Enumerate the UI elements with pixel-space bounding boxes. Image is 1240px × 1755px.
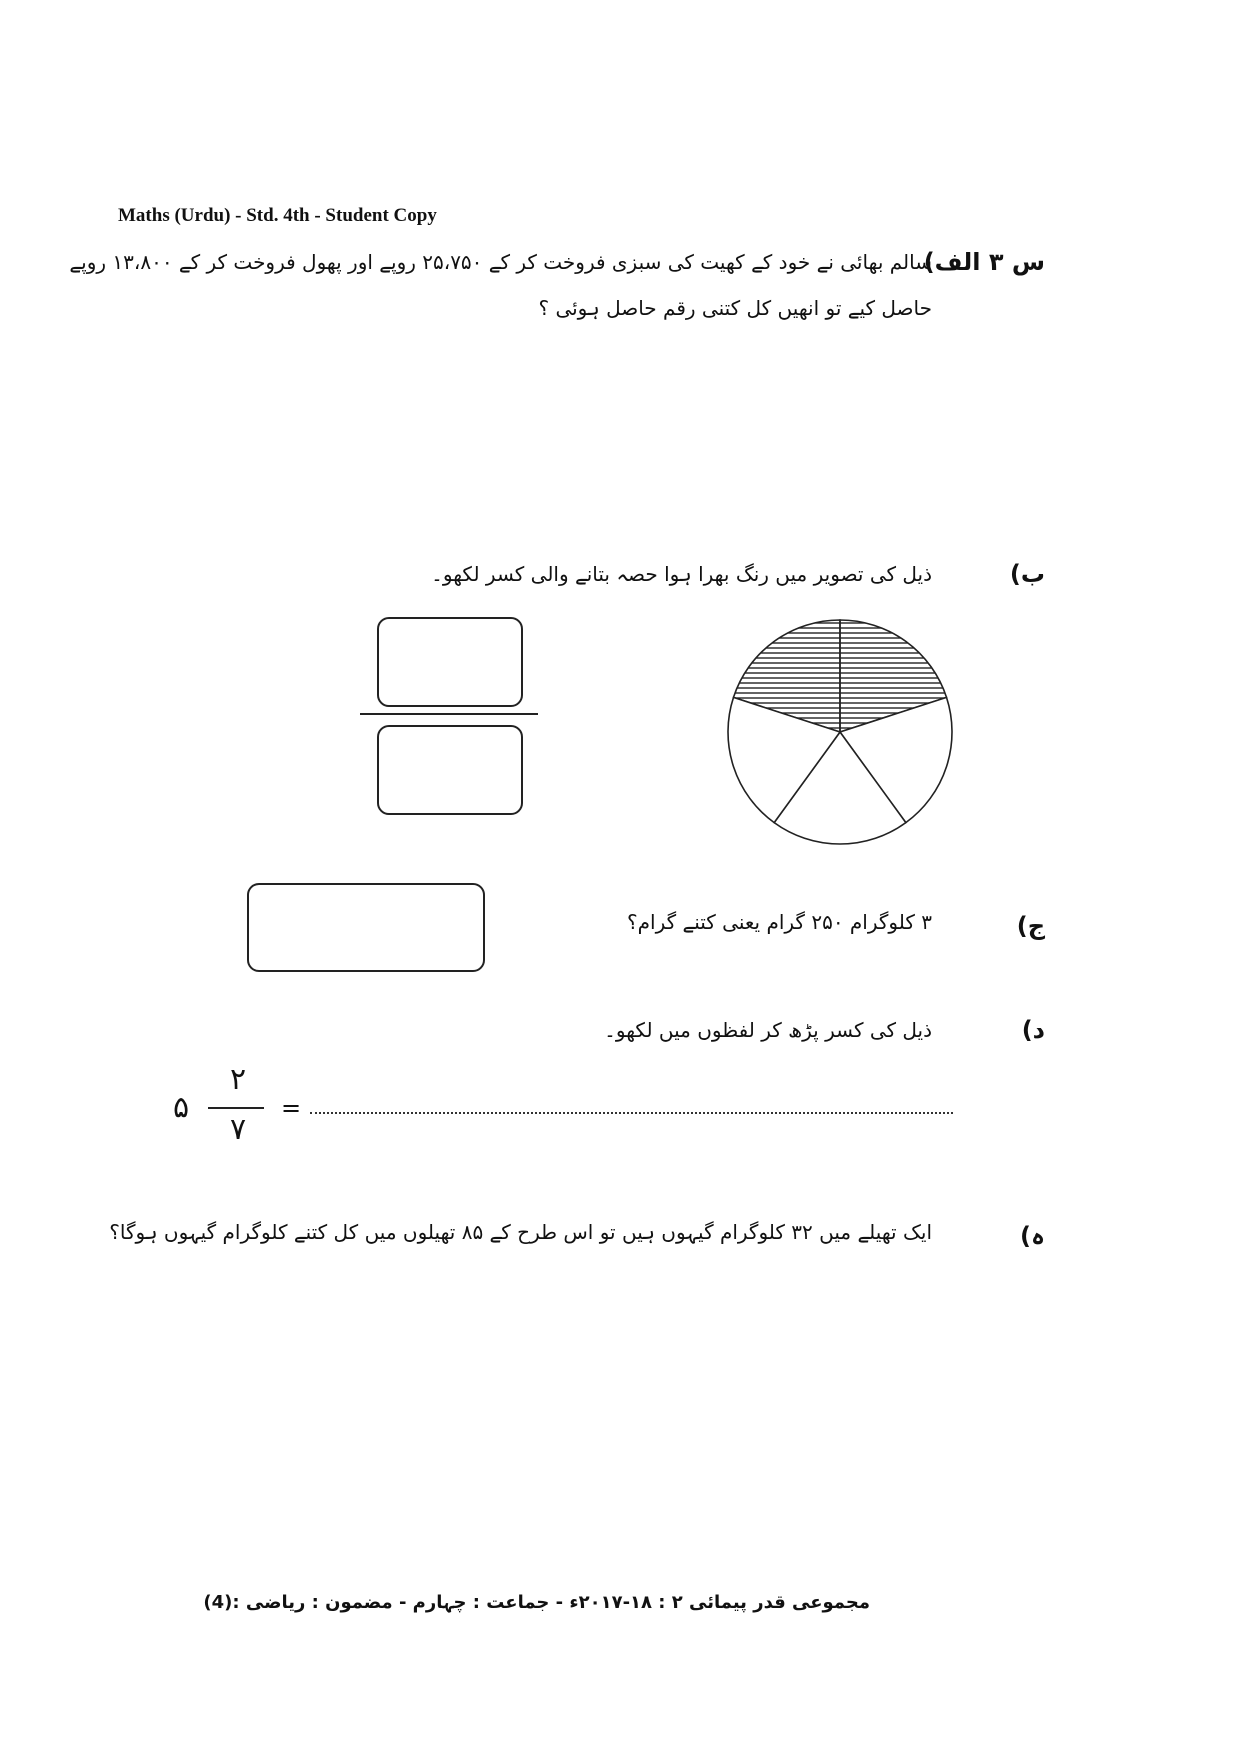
part-d-label: د) — [1021, 1016, 1045, 1044]
mixed-number-whole: ۵ — [173, 1090, 190, 1125]
fraction-circle-diagram — [720, 612, 960, 852]
numerator-answer-box[interactable] — [377, 617, 523, 707]
answer-dotted-line[interactable] — [310, 1112, 953, 1114]
mixed-number-bar — [208, 1107, 264, 1109]
fraction-bar — [360, 713, 538, 715]
part-d-question: ذیل کی کسر پڑھ کر لفظوں میں لکھو۔ — [604, 1018, 932, 1042]
question-3a-label: س ۳ الف) — [923, 248, 1045, 276]
part-j-label: ج) — [1016, 912, 1045, 940]
question-3a-line1: سالم بھائی نے خود کے کھیت کی سبزی فروخت کر کے ۲۵،۷۵۰ روپے اور پھول فروخت کر کے ۱۳،۸۰۰ روپے — [69, 250, 932, 274]
part-j-question: ۳ کلوگرام ۲۵۰ گرام یعنی کتنے گرام؟ — [627, 910, 932, 934]
equals-sign: = — [281, 1094, 302, 1122]
page-footer: مجموعی قدر پیمائی ۲ : ۱۸-۲۰۱۷ء - جماعت : چہارم - مضمون : ریاضی :(4) — [203, 1592, 870, 1613]
part-h-question: ایک تھیلے میں ۳۲ کلوگرام گیہوں ہیں تو اس طرح کے ۸۵ تھیلوں میں کل کتنے کلوگرام گیہوں ہوگا؟ — [109, 1220, 932, 1244]
part-b-label: ب) — [1009, 560, 1045, 588]
denominator-answer-box[interactable] — [377, 725, 523, 815]
grams-answer-box[interactable] — [247, 883, 485, 972]
part-h-label: ہ) — [1019, 1222, 1045, 1250]
question-3a-line2: حاصل کیے تو انھیں کل کتنی رقم حاصل ہوئی ؟ — [538, 296, 932, 320]
page-header: Maths (Urdu) - Std. 4th - Student Copy — [118, 205, 437, 226]
mixed-number-denominator: ۷ — [230, 1112, 247, 1147]
circle-slices — [728, 620, 952, 844]
part-b-question: ذیل کی تصویر میں رنگ بھرا ہوا حصہ بتانے والی کسر لکھو۔ — [431, 562, 932, 586]
mixed-number-numerator: ۲ — [230, 1062, 247, 1097]
